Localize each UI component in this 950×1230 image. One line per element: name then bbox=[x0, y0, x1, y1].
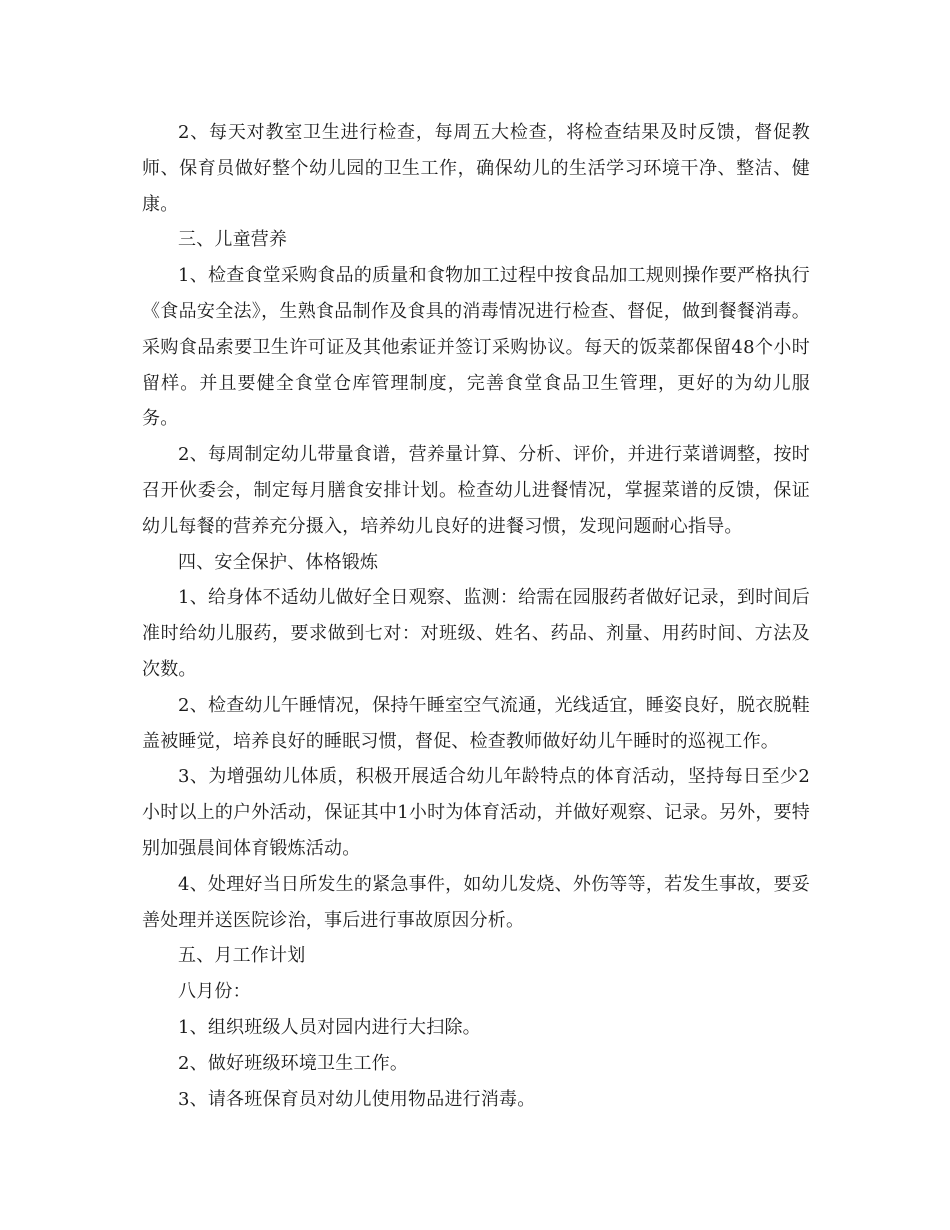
paragraph-emergency-handling: 4、处理好当日所发生的紧急事件，如幼儿发烧、外伤等等，若发生事故，要妥善处理并送医院诊治，事后进行事故原因分析。 bbox=[142, 873, 810, 931]
paragraph-nap-check: 2、检查幼儿午睡情况，保持午睡室空气流通，光线适宜，睡姿良好，脱衣脱鞋盖被睡觉，培养良好的睡眠习惯，督促、检查教师做好幼儿午睡时的巡视工作。 bbox=[142, 694, 810, 752]
section-heading-child-nutrition: 三、儿童营养 bbox=[178, 229, 288, 251]
document-body bbox=[142, 115, 810, 1117]
list-item-disinfection: 3、请各班保育员对幼儿使用物品进行消毒。 bbox=[178, 1088, 536, 1110]
paragraph-classroom-hygiene: 2、每天对教室卫生进行检查，每周五大检查，将检查结果及时反馈，督促教师、保育员做好整个幼儿园的卫生工作，确保幼儿的生活学习环境干净、整洁、健康。 bbox=[142, 122, 810, 215]
section-heading-safety-exercise: 四、安全保护、体格锻炼 bbox=[178, 551, 379, 573]
subheading-august: 八月份： bbox=[178, 981, 251, 1003]
list-item-cleaning: 1、组织班级人员对园内进行大扫除。 bbox=[178, 1016, 481, 1038]
section-heading-monthly-plan: 五、月工作计划 bbox=[178, 945, 306, 967]
paragraph-physical-activity: 3、为增强幼儿体质，积极开展适合幼儿年龄特点的体育活动，坚持每日至少2小时以上的户外活动，保证其中1小时为体育活动，并做好观察、记录。另外，要特别加强晨间体育锻炼活动。 bbox=[142, 766, 810, 859]
paragraph-medication-observation: 1、给身体不适幼儿做好全日观察、监测：给需在园服药者做好记录，到时间后准时给幼儿服药，要求做到七对：对班级、姓名、药品、剂量、用药时间、方法及次数。 bbox=[142, 587, 810, 680]
paragraph-food-safety: 1、检查食堂采购食品的质量和食物加工过程中按食品加工规则操作要严格执行《食品安全法》，生熟食品制作及食具的消毒情况进行检查、督促，做到餐餐消毒。采购食品索要卫生许可证及其他索证并签订采购协议。每天的饭菜都保留48个小时留样。并且要健全食堂仓库管理制度，完善食堂食品卫生管理，更好的为幼儿服务。 bbox=[142, 265, 810, 430]
list-item-environment: 2、做好班级环境卫生工作。 bbox=[178, 1052, 409, 1074]
paragraph-weekly-menu: 2、每周制定幼儿带量食谱，营养量计算、分析、评价，并进行菜谱调整，按时召开伙委会，制定每月膳食安排计划。检查幼儿进餐情况，掌握菜谱的反馈，保证幼儿每餐的营养充分摄入，培养幼儿良好的进餐习惯，发现问题耐心指导。 bbox=[142, 444, 810, 537]
